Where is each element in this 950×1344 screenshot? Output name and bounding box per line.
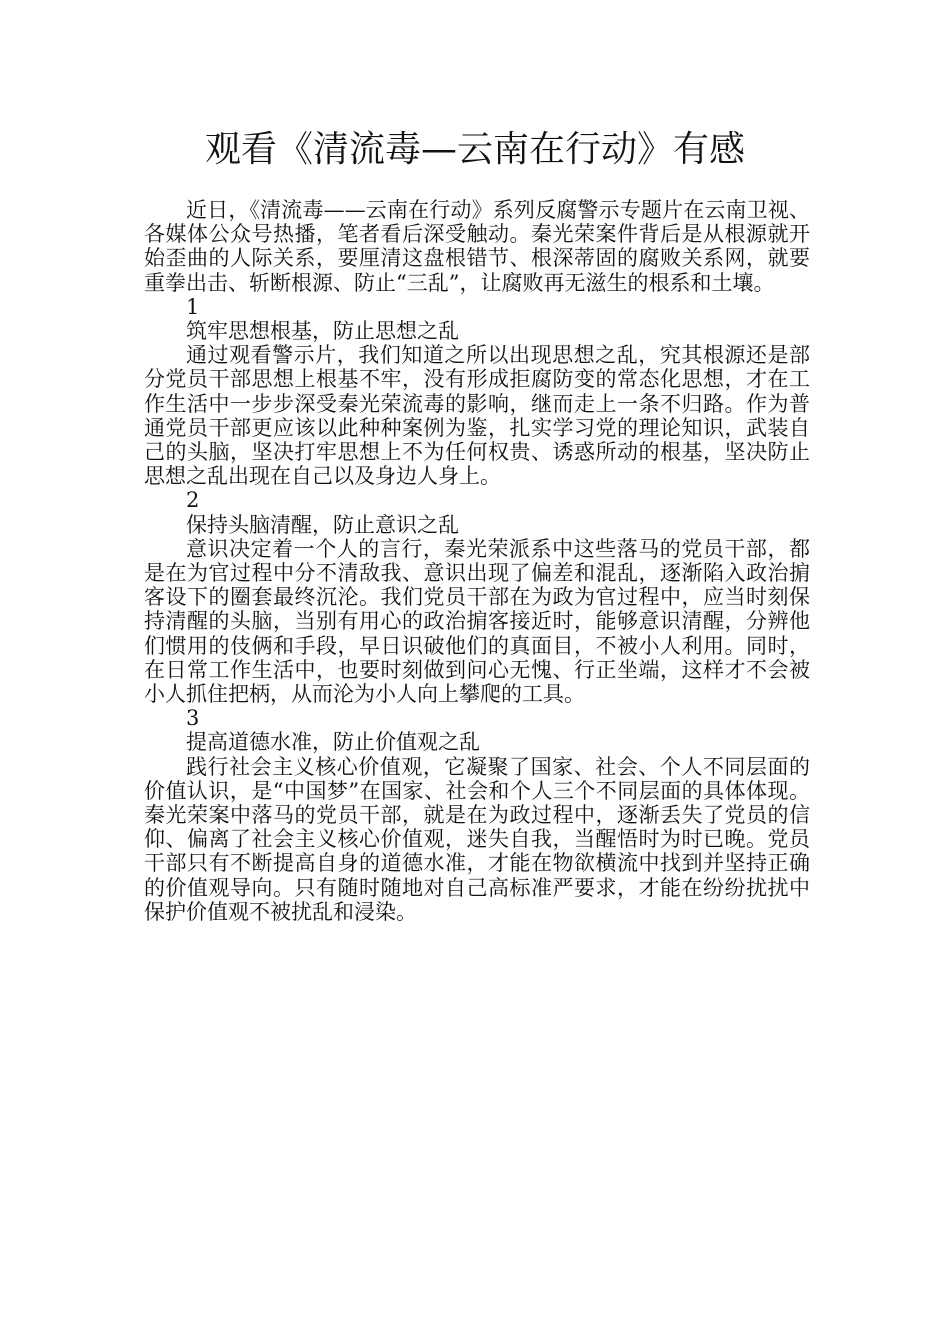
section-heading: 筑牢思想根基，防止思想之乱 — [186, 319, 459, 344]
intro-paragraph: 近日，《清流毒——云南在行动》系列反腐警示专题片在云南卫视、各媒体公众号热播，笔者看后深受触动。秦光荣案件背后是从根源就开始歪曲的人际关系，要厘清这盘根错节、根深蒂固的腐败关系网，就要重拳出击、斩断根源、防止“三乱”，让腐败再无滋生的根系和土壤。 — [144, 198, 810, 295]
section-2 — [144, 488, 810, 706]
section-heading: 保持头脑清醒，防止意识之乱 — [186, 512, 459, 537]
section-3 — [144, 706, 810, 924]
section-number: 3 — [186, 706, 200, 731]
document-body — [144, 198, 810, 924]
section-number: 2 — [186, 488, 200, 513]
section-paragraph: 践行社会主义核心价值观，它凝聚了国家、社会、个人不同层面的价值认识，是“中国梦”在国家、社会和个人三个不同层面的具体体现。秦光荣案中落马的党员干部，就是在为政过程中，逐渐丢失了党员的信仰、偏离了社会主义核心价值观，迷失自我，当醒悟时为时已晚。党员干部只有不断提高自身的道德水准，才能在物欲横流中找到并坚持正确的价值观导向。只有随时随地对自己高标准严要求，才能在纷纷扰扰中保护价值观不被扰乱和浸染。 — [144, 754, 810, 924]
section-heading: 提高道德水准，防止价值观之乱 — [186, 730, 480, 755]
section-number: 1 — [186, 294, 200, 319]
section-1 — [144, 295, 810, 489]
section-paragraph: 通过观看警示片，我们知道之所以出现思想之乱，究其根源还是部分党员干部思想上根基不牢，没有形成拒腐防变的常态化思想，才在工作生活中一步步深受秦光荣流毒的影响，继而走上一条不归路。作为普通党员干部更应该以此种种案例为鉴，扎实学习党的理论知识，武装自己的头脑，坚决打牢思想上不为任何权贵、诱惑所动的根基，坚决防止思想之乱出现在自己以及身边人身上。 — [144, 343, 810, 489]
section-paragraph: 意识决定着一个人的言行，秦光荣派系中这些落马的党员干部，都是在为官过程中分不清敌我、意识出现了偏差和混乱，逐渐陷入政治掮客设下的圈套最终沉沦。我们党员干部在为政为官过程中，应当时刻保持清醒的头脑，当别有用心的政治掮客接近时，能够意识清醒，分辨他们惯用的伎俩和手段，早日识破他们的真面目，不被小人利用。同时，在日常工作生活中，也要时刻做到问心无愧、行正坐端，这样才不会被小人抓住把柄，从而沦为小人向上攀爬的工具。 — [144, 536, 810, 707]
document-title: 观看《清流毒—云南在行动》有感 — [204, 129, 745, 170]
